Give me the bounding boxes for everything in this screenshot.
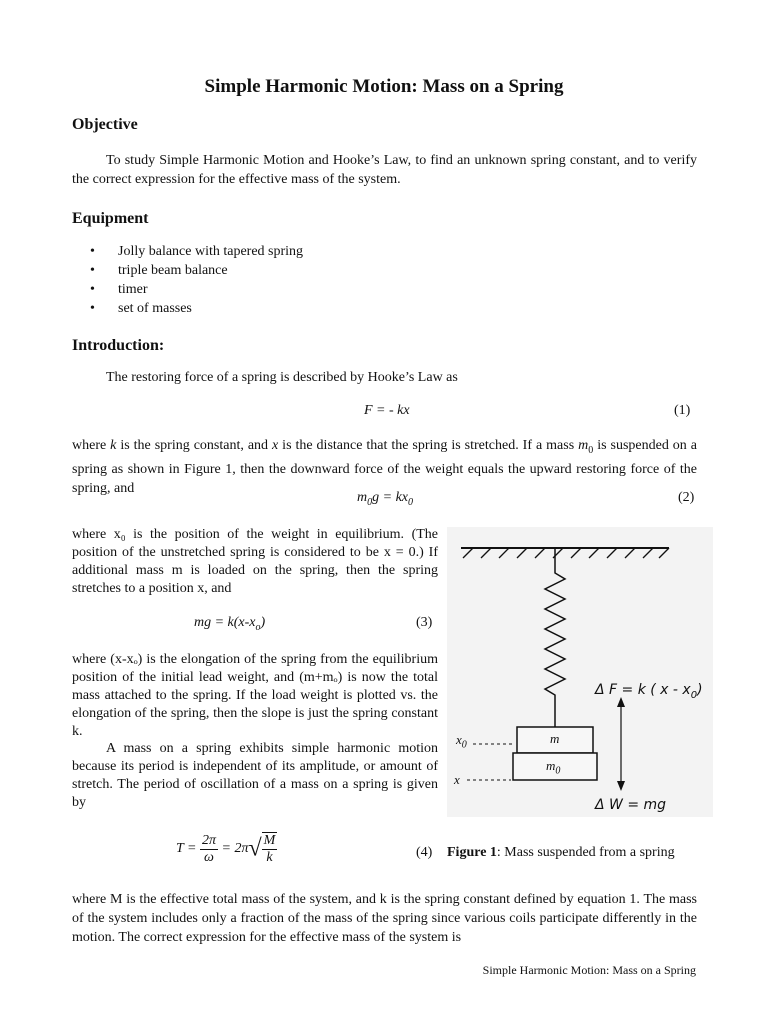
equation-1: F = - kx bbox=[364, 403, 410, 418]
equation-4-number: (4) bbox=[416, 845, 433, 860]
list-item: • Jolly balance with tapered spring bbox=[90, 242, 303, 261]
introduction-heading: Introduction: bbox=[72, 337, 165, 354]
list-item: • triple beam balance bbox=[90, 261, 303, 280]
figure-caption: Figure 1: Mass suspended from a spring bbox=[447, 845, 675, 860]
equation-2: $m_0g = kx_0$ bbox=[357, 490, 413, 508]
mass-m0-label: $m_0$ bbox=[546, 758, 561, 777]
spring-diagram bbox=[447, 527, 713, 817]
equipment-list bbox=[90, 242, 303, 318]
objective-heading: Objective bbox=[72, 116, 138, 133]
list-item: • set of masses bbox=[90, 299, 303, 318]
intro-paragraph-3: where x₀ is the position of the weight in equilibrium. (The position of the unstretched spring is considered to be x = 0.) If additional mass m is loaded on the spring, then the spring stretches to a position x, and bbox=[72, 527, 438, 596]
page-footer: Simple Harmonic Motion: Mass on a Spring bbox=[482, 963, 696, 977]
equation-3-number: (3) bbox=[416, 615, 433, 630]
equation-3: mg = $k(x-x_o)$ bbox=[194, 615, 266, 633]
mass-m-label: m bbox=[550, 731, 560, 746]
intro-paragraph-2: where k is the spring constant, and x is the distance that the spring is stretched. If a mass $m_0$ is suspended on a spring as shown in Figure 1, then the downward force of the weight equals the upward restoring force of the spring, and bbox=[72, 438, 697, 496]
intro-paragraph-6: where M is the effective total mass of the system, and k is the spring constant defined by equation 1. The mass of the system includes only a fraction of the mass of the spring since various coils participate differently in the motion. The correct expression for the effective mass of the system is bbox=[72, 892, 697, 945]
intro-paragraph-4: where (x-xₒ) is the elongation of the spring from the equilibrium position of the initial lead weight, and (m+mₒ) is now the total mass attached to the spring. If the load weight is plotted vs. the elongation of the spring, then the slope is just the spring constant k. bbox=[72, 652, 438, 739]
page-title: Simple Harmonic Motion: Mass on a Spring bbox=[204, 76, 564, 97]
delta-f-label: Δ F = k ( x - $x_0$) bbox=[595, 682, 703, 701]
x0-label: $x_0$ bbox=[456, 732, 467, 751]
objective-text: To study Simple Harmonic Motion and Hooke’s Law, to find an unknown spring constant, and to verify the correct expression for the effective mass of the system. bbox=[72, 153, 697, 187]
x-label: x bbox=[454, 772, 460, 787]
intro-paragraph-5: A mass on a spring exhibits simple harmonic motion because its period is independent of its amplitude, or amount of stretch. The period of oscillation of a mass on a spring is given by bbox=[72, 741, 438, 810]
equation-4: T = $\frac{2\pi}{\omega}$ = 2π√ $\frac{M}{k}$ bbox=[176, 832, 276, 865]
equipment-heading: Equipment bbox=[72, 210, 149, 227]
delta-w-label: Δ W = mg bbox=[595, 797, 667, 813]
list-item: • timer bbox=[90, 280, 303, 299]
equation-1-number: (1) bbox=[674, 403, 691, 418]
equation-2-number: (2) bbox=[678, 490, 695, 505]
figure-1 bbox=[447, 527, 713, 817]
intro-paragraph-1: The restoring force of a spring is described by Hooke’s Law as bbox=[106, 370, 458, 385]
